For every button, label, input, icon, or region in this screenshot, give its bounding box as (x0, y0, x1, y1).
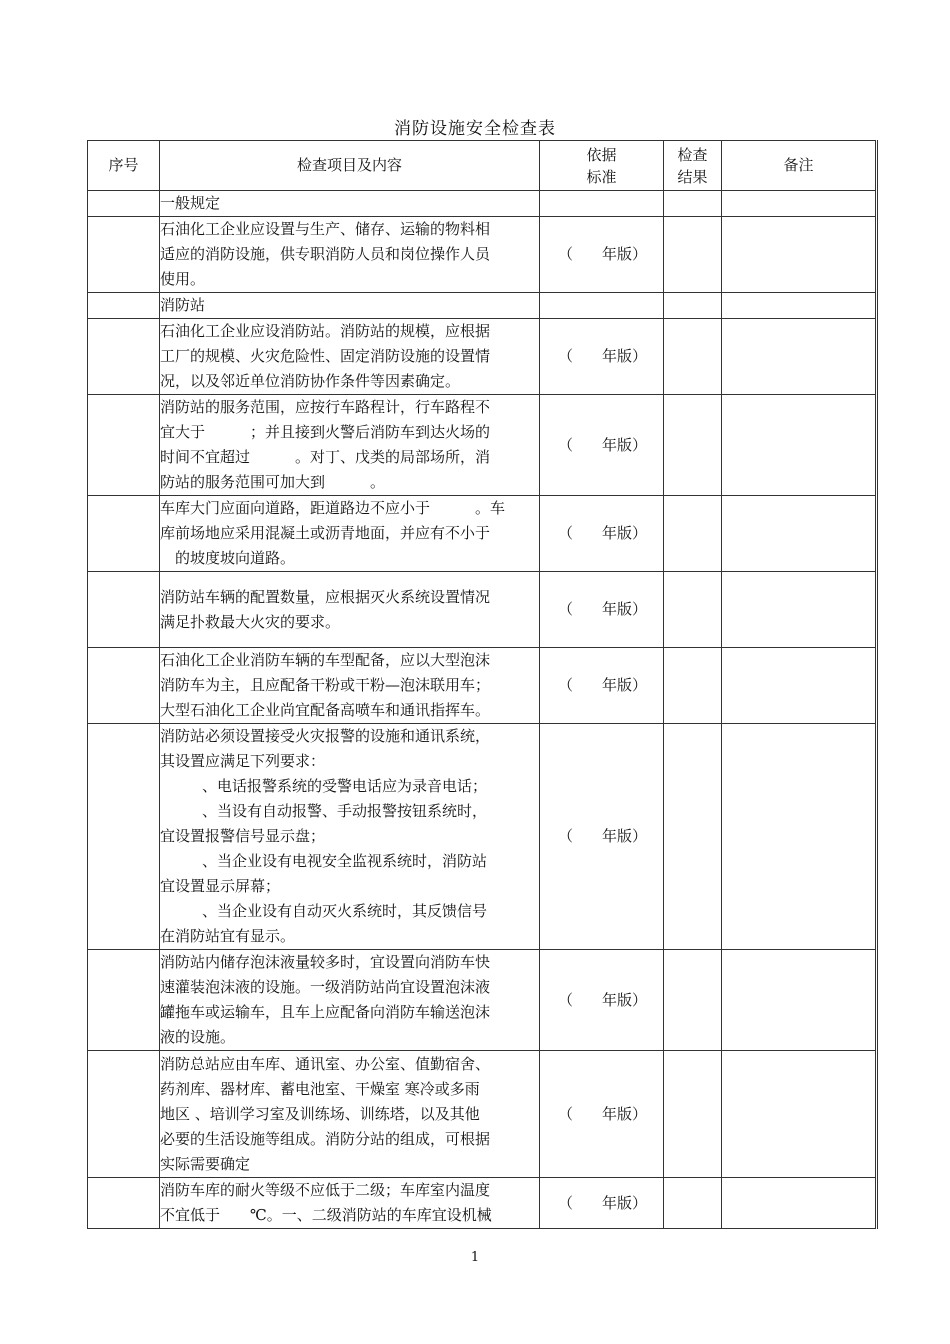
basis-value (540, 1102, 663, 1127)
table-row (88, 572, 877, 648)
item-line: 使用。 (160, 270, 206, 288)
remark-cell (722, 191, 877, 217)
basis-year: 年版） (601, 245, 647, 263)
basis-value (540, 344, 663, 369)
header-seq: 序号 (88, 141, 160, 191)
basis-open: （ (558, 1193, 574, 1212)
basis-value (540, 824, 663, 849)
remark-cell (722, 293, 877, 319)
item-line: 适应的消防设施，供专职消防人员和岗位操作人员 (160, 245, 491, 263)
seq-cell (88, 1178, 160, 1229)
sub-item-line: 在消防站宜有显示。 (160, 927, 296, 945)
item-line: 药剂库、器材库、蓄电池室、干燥室 寒冷或多雨 (160, 1079, 480, 1098)
item-cell (160, 950, 540, 1051)
seq-cell (88, 191, 160, 217)
item-cell (160, 395, 540, 496)
item-line: 防站的服务范围可加大到 。 (160, 473, 386, 491)
seq-cell (88, 217, 160, 293)
table-row (88, 319, 877, 395)
seq-cell (88, 724, 160, 950)
basis-year: 年版） (601, 347, 647, 365)
table-row (88, 395, 877, 496)
header-remark: 备注 (722, 141, 877, 191)
item-line: 消防站必须设置接受火灾报警的设施和通讯系统， (160, 727, 491, 745)
item-cell (160, 1178, 540, 1229)
basis-open: （ (558, 435, 574, 454)
item-cell (160, 572, 540, 648)
basis-value (540, 673, 663, 698)
remark-cell (722, 496, 877, 572)
item-line: 消防车库的耐火等级不应低于二级；车库室内温度 (160, 1181, 491, 1199)
item-cell (160, 496, 540, 572)
basis-value (540, 242, 663, 267)
seq-cell (88, 648, 160, 724)
basis-open: （ (558, 827, 574, 845)
basis-cell (540, 395, 664, 496)
result-cell (664, 648, 722, 724)
item-line: 时间不宜超过 。对丁、戊类的局部场所，消 (160, 448, 491, 466)
remark-cell (722, 217, 877, 293)
basis-open: （ (558, 990, 574, 1009)
basis-year: 年版） (601, 827, 647, 845)
item-line: 必要的生活设施等组成。消防分站的组成，可根据 (160, 1129, 491, 1148)
basis-open: （ (558, 245, 574, 263)
result-cell (664, 319, 722, 395)
remark-cell (722, 950, 877, 1051)
header-basis (540, 141, 664, 191)
inspection-table (87, 140, 878, 1229)
page-number: 1 (470, 1250, 480, 1265)
sub-item-line: 、电话报警系统的受警电话应为录音电话； (202, 777, 488, 795)
table-row (88, 950, 877, 1051)
item-line: 石油化工企业应设置与生产、储存、运输的物料相 (160, 220, 491, 238)
header-result-line1: 检查 (677, 145, 708, 164)
basis-year: 年版） (601, 600, 647, 618)
sub-item-line: 、当企业设有电视安全监视系统时，消防站 (202, 852, 488, 870)
table-row (88, 1051, 877, 1178)
basis-cell (540, 217, 664, 293)
header-basis-line1: 依据 (586, 145, 617, 164)
table-body (88, 191, 877, 1229)
seq-cell (88, 395, 160, 496)
seq-cell (88, 572, 160, 648)
page-title: 消防设施安全检查表 (394, 119, 556, 139)
header-item: 检查项目及内容 (160, 141, 540, 191)
result-cell (664, 950, 722, 1051)
basis-value (540, 1191, 663, 1216)
item-line: 况，以及邻近单位消防协作条件等因素确定。 (160, 372, 461, 390)
section-title: 一般规定 (160, 191, 540, 217)
section-title: 消防站 (160, 293, 540, 319)
item-line: 速灌装泡沫液的设施。一级消防站尚宜设置泡沫液 (160, 978, 491, 996)
section-row (88, 191, 877, 217)
sub-item-line: 、当设有自动报警、手动报警按钮系统时， (202, 802, 488, 820)
basis-cell (540, 496, 664, 572)
sub-item-line: 宜设置显示屏幕； (160, 877, 281, 895)
result-cell (664, 1051, 722, 1178)
item-line: 石油化工企业应设消防站。消防站的规模，应根据 (160, 322, 491, 340)
item-line: 不宜低于 ℃。一、二级消防站的车库宜设机械 (160, 1206, 492, 1224)
result-cell (664, 395, 722, 496)
basis-open: （ (558, 676, 574, 694)
item-line: 地区 、培训学习室及训练场、训练塔，以及其他 (160, 1104, 480, 1123)
header-basis-line2: 标准 (586, 167, 617, 186)
basis-year: 年版） (601, 435, 647, 454)
basis-year: 年版） (601, 1104, 647, 1123)
basis-year: 年版） (601, 990, 647, 1009)
remark-cell (722, 319, 877, 395)
item-line: 罐拖车或运输车，且车上应配备向消防车输送泡沫 (160, 1003, 491, 1021)
table-row (88, 496, 877, 572)
basis-value (540, 988, 663, 1013)
header-result (664, 141, 722, 191)
item-line: 车库大门应面向道路，距道路边不应小于 。车 (160, 499, 506, 517)
item-cell (160, 648, 540, 724)
remark-cell (722, 572, 877, 648)
seq-cell (88, 496, 160, 572)
basis-value (540, 433, 663, 458)
item-line: 消防站车辆的配置数量，应根据灭火系统设置情况 (160, 587, 491, 606)
basis-cell (540, 950, 664, 1051)
basis-open: （ (558, 1104, 574, 1123)
item-line: 工厂的规模、火灾危险性、固定消防设施的设置情 (160, 347, 491, 365)
result-cell (664, 496, 722, 572)
item-line: 库前场地应采用混凝土或沥青地面，并应有不小于 (160, 524, 491, 542)
result-cell (664, 572, 722, 648)
item-cell (160, 724, 540, 950)
item-line: 消防站的服务范围，应按行车路程计，行车路程不 (160, 398, 491, 416)
remark-cell (722, 724, 877, 950)
basis-cell (540, 191, 664, 217)
sub-item-line: 、当企业设有自动灭火系统时，其反馈信号 (202, 902, 488, 920)
basis-cell (540, 319, 664, 395)
item-cell (160, 319, 540, 395)
item-line: 宜大于 ；并且接到火警后消防车到达火场的 (160, 423, 491, 441)
basis-cell (540, 572, 664, 648)
basis-year: 年版） (601, 1193, 647, 1212)
seq-cell (88, 1051, 160, 1178)
item-line: 消防车为主，且应配备干粉或干粉—泡沫联用车； (160, 676, 491, 694)
basis-cell (540, 648, 664, 724)
seq-cell (88, 293, 160, 319)
basis-cell (540, 1178, 664, 1229)
basis-open: （ (558, 600, 574, 618)
basis-open: （ (558, 524, 574, 542)
result-cell (664, 724, 722, 950)
item-line: 其设置应满足下列要求： (160, 752, 326, 770)
header-result-line2: 结果 (677, 167, 708, 186)
seq-cell (88, 950, 160, 1051)
table-row (88, 1178, 877, 1229)
sub-item-line: 宜设置报警信号显示盘； (160, 827, 326, 845)
item-line: 液的设施。 (160, 1028, 236, 1046)
result-cell (664, 293, 722, 319)
item-line: 的坡度坡向道路。 (160, 549, 296, 567)
table-row (88, 724, 877, 950)
basis-cell (540, 1051, 664, 1178)
remark-cell (722, 648, 877, 724)
item-line: 大型石油化工企业尚宜配备高喷车和通讯指挥车。 (160, 701, 491, 719)
item-cell (160, 1051, 540, 1178)
item-line: 消防站内储存泡沫液量较多时，宜设置向消防车快 (160, 953, 491, 971)
item-cell (160, 217, 540, 293)
basis-year: 年版） (601, 676, 647, 694)
remark-cell (722, 395, 877, 496)
result-cell (664, 1178, 722, 1229)
section-row (88, 293, 877, 319)
basis-cell (540, 724, 664, 950)
basis-value (540, 521, 663, 546)
item-line: 消防总站应由车库、通讯室、办公室、值勤宿舍、 (160, 1054, 491, 1073)
result-cell (664, 217, 722, 293)
basis-cell (540, 293, 664, 319)
result-cell (664, 191, 722, 217)
table-row (88, 648, 877, 724)
basis-open: （ (558, 347, 574, 365)
item-line: 石油化工企业消防车辆的车型配备，应以大型泡沫 (160, 651, 491, 669)
basis-value (540, 597, 663, 622)
header-row (88, 141, 877, 191)
remark-cell (722, 1051, 877, 1178)
table-row (88, 217, 877, 293)
remark-cell (722, 1178, 877, 1229)
basis-year: 年版） (601, 524, 647, 542)
item-line: 实际需要确定 (160, 1154, 251, 1173)
seq-cell (88, 319, 160, 395)
item-line: 满足扑救最大火灾的要求。 (160, 612, 341, 631)
